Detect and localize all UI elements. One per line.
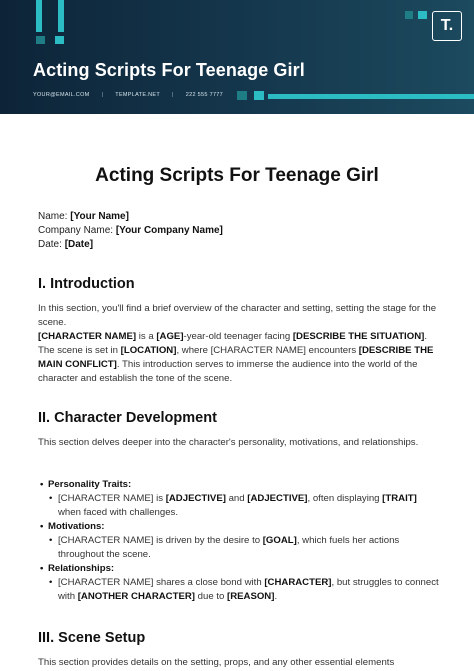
body-text: when faced with challenges. [58,507,178,518]
contact-email: YOUR@EMAIL.COM [33,92,90,98]
meta-company [38,224,223,238]
document-meta [38,210,223,252]
decor-square [36,36,45,44]
list-item-relationships: • Relationships: [40,562,440,576]
list-subitem [40,534,440,562]
character-paragraph: This section delves deeper into the character's personality, motivations, and relationships. [38,437,419,448]
body-text: , often displaying [307,493,383,504]
body-text: , which fuels her actions throughout the scene. [58,535,400,560]
placeholder-text: [AGE] [156,331,184,342]
placeholder-text: [CHARACTER] [264,577,332,588]
document-title: Acting Scripts For Teenage Girl [95,165,379,186]
placeholder-text: [REASON] [227,591,275,602]
meta-date [38,238,223,252]
placeholder-text: [ADJECTIVE] [247,493,308,504]
contact-line [33,92,223,98]
contact-separator: | [101,92,104,98]
placeholder-text: [DESCRIBE THE MAIN CONFLICT] [38,345,434,370]
body-text: -year-old teenager facing [183,331,293,342]
list-subitem [40,576,440,604]
body-text: , but struggles to connect with [58,577,439,602]
decor-square [254,91,264,100]
body-text: [CHARACTER NAME] is [58,493,166,504]
meta-label: Company Name: [38,225,114,236]
meta-value: [Your Company Name] [115,225,223,236]
meta-label: Name: [38,211,68,222]
placeholder-text: [TRAIT] [382,493,417,504]
decor-square [405,11,413,19]
body-text: due to [194,591,227,602]
introduction-details [38,330,438,386]
meta-label: Date: [38,239,62,250]
contact-website: TEMPLATE.NET [115,92,161,98]
contact-separator: | [172,92,174,98]
section-heading-introduction: I. Introduction [38,276,135,292]
placeholder-text: [ANOTHER CHARACTER] [77,591,195,602]
body-text: is a [136,331,157,342]
decor-square [237,91,247,100]
section-heading-scene-setup: III. Scene Setup [38,630,146,646]
list-item-motivations: • Motivations: [40,520,440,534]
scene-paragraph: This section provides details on the setting, props, and any other essential elements [38,657,395,668]
placeholder-text: [ADJECTIVE] [165,493,226,504]
body-text: and [225,493,248,504]
introduction-paragraph: In this section, you'll find a brief overview of the character and setting, setting the stage for the scene. [38,303,437,328]
decor-bar [58,0,64,32]
contact-phone: 222 555 7777 [185,92,224,98]
body-text: . [274,591,278,602]
section-heading-character-development: II. Character Development [38,410,217,426]
document-header [0,0,474,114]
meta-name [38,210,223,224]
list-subitem [40,492,440,520]
meta-value: [Date] [64,239,94,250]
header-title: Acting Scripts For Teenage Girl [33,60,305,80]
list-item-personality-traits: • Personality Traits: [40,478,440,492]
brand-logo: T. [432,11,462,41]
character-bullet-list [40,478,440,604]
body-text: . The scene is set in [38,331,427,356]
placeholder-text: [LOCATION] [120,345,177,356]
body-text: . This introduction serves to immerse the audience into the world of the character and establish the tone of the scene. [38,359,418,384]
body-text: [CHARACTER NAME] is driven by the desire to [58,535,263,546]
placeholder-text: [CHARACTER NAME] [38,331,137,342]
decor-square [55,36,64,44]
decor-bar [36,0,42,32]
meta-value: [Your Name] [70,211,129,222]
decor-square [418,11,427,19]
placeholder-text: [DESCRIBE THE SITUATION] [292,331,425,342]
placeholder-text: [GOAL] [262,535,297,546]
decor-line [268,94,474,99]
body-text: [CHARACTER NAME] shares a close bond with [58,577,265,588]
body-text: , where [CHARACTER NAME] encounters [176,345,359,356]
